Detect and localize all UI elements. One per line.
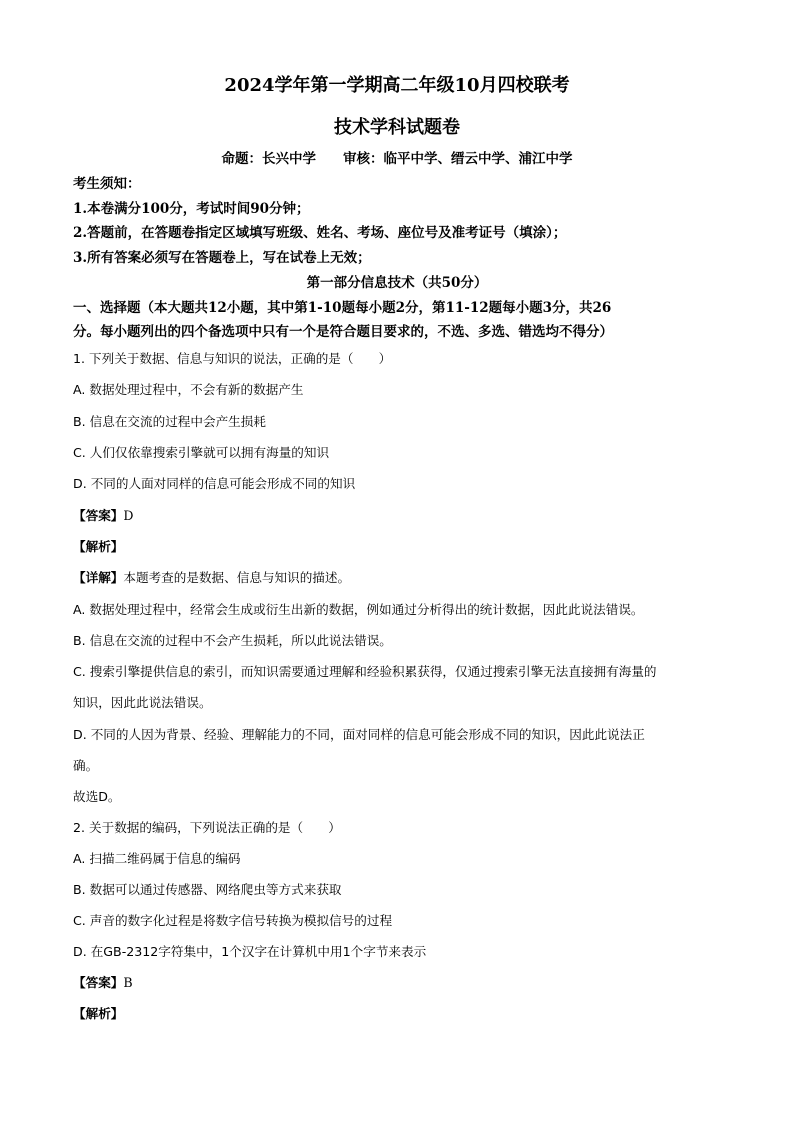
q1-detail-line-d2: 确。 <box>73 758 99 773</box>
q2-stem: 2. 关于数据的编码，下列说法正确的是（ ） <box>73 820 341 835</box>
q2-answer-value: B <box>123 975 133 990</box>
exam-title: 2024学年第一学期高二年级10月四校联考 <box>224 75 570 96</box>
section-instruction-1: 一、选择题（本大题共12小题，其中第1-10题每小题2分，第11-12题每小题3分，共26 <box>73 300 612 316</box>
notice-item-1: 1.本卷满分100分，考试时间90分钟； <box>73 201 310 217</box>
q1-detail-line-d1: D. 不同的人因为背景、经验、理解能力的不同，面对同样的信息可能会形成不同的知识，因此此说法正 <box>73 727 645 742</box>
q1-stem: 1. 下列关于数据、信息与知识的说法，正确的是（ ） <box>73 351 392 366</box>
q1-option-c: C. 人们仅依靠搜索引擎就可以拥有海量的知识 <box>73 445 330 460</box>
q1-conclusion: 故选D。 <box>73 789 121 804</box>
section-instruction-2: 分。每小题列出的四个备选项中只有一个是符合题目要求的，不选、多选、错选均不得分） <box>73 324 613 340</box>
q1-answer-value: D <box>123 508 134 523</box>
q1-detail-row <box>73 567 733 586</box>
q2-answer-label: 【答案】 <box>73 975 124 990</box>
notice-heading: 考生须知： <box>73 176 141 192</box>
q1-option-a: A. 数据处理过程中，不会有新的数据产生 <box>73 382 304 397</box>
q2-option-a: A. 扫描二维码属于信息的编码 <box>73 851 241 866</box>
q1-analysis-label: 【解析】 <box>73 539 124 554</box>
q1-option-b: B. 信息在交流的过程中会产生损耗 <box>73 414 266 429</box>
q1-detail-label: 【详解】 <box>73 570 124 585</box>
q2-option-c: C. 声音的数字化过程是将数字信号转换为模拟信号的过程 <box>73 913 393 928</box>
q1-detail-line-c2: 知识，因此此说法错误。 <box>73 695 212 710</box>
q1-detail-intro: 本题考查的是数据、信息与知识的描述。 <box>123 570 351 585</box>
notice-item-2: 2.答题前，在答题卷指定区域填写班级、姓名、考场、座位号及准考证号（填涂）； <box>73 225 567 241</box>
section-title: 第一部分信息技术（共50分） <box>306 275 488 291</box>
q2-option-b: B. 数据可以通过传感器、网络爬虫等方式来获取 <box>73 882 342 897</box>
q2-option-d: D. 在GB-2312字符集中，1个汉字在计算机中用1个字节来表示 <box>73 944 427 959</box>
notice-item-3: 3.所有答案必须写在答题卷上，写在试卷上无效； <box>73 250 371 266</box>
q1-answer-row <box>73 505 733 524</box>
q1-detail-line-a: A. 数据处理过程中，经常会生成或衍生出新的数据，例如通过分析得出的统计数据，因此此说法错误。 <box>73 602 644 617</box>
q1-detail-line-b: B. 信息在交流的过程中不会产生损耗，所以此说法错误。 <box>73 633 392 648</box>
q1-detail-line-c1: C. 搜索引擎提供信息的索引，而知识需要通过理解和经验积累获得，仅通过搜索引擎无法直接拥有海量的 <box>73 664 657 679</box>
q1-answer-label: 【答案】 <box>73 508 124 523</box>
q2-analysis-label: 【解析】 <box>73 1006 124 1021</box>
q2-answer-row <box>73 972 733 991</box>
authors-line: 命题：长兴中学 审核：临平中学、缙云中学、浦江中学 <box>221 151 573 167</box>
exam-subtitle: 技术学科试题卷 <box>334 117 460 138</box>
q1-option-d: D. 不同的人面对同样的信息可能会形成不同的知识 <box>73 476 356 491</box>
